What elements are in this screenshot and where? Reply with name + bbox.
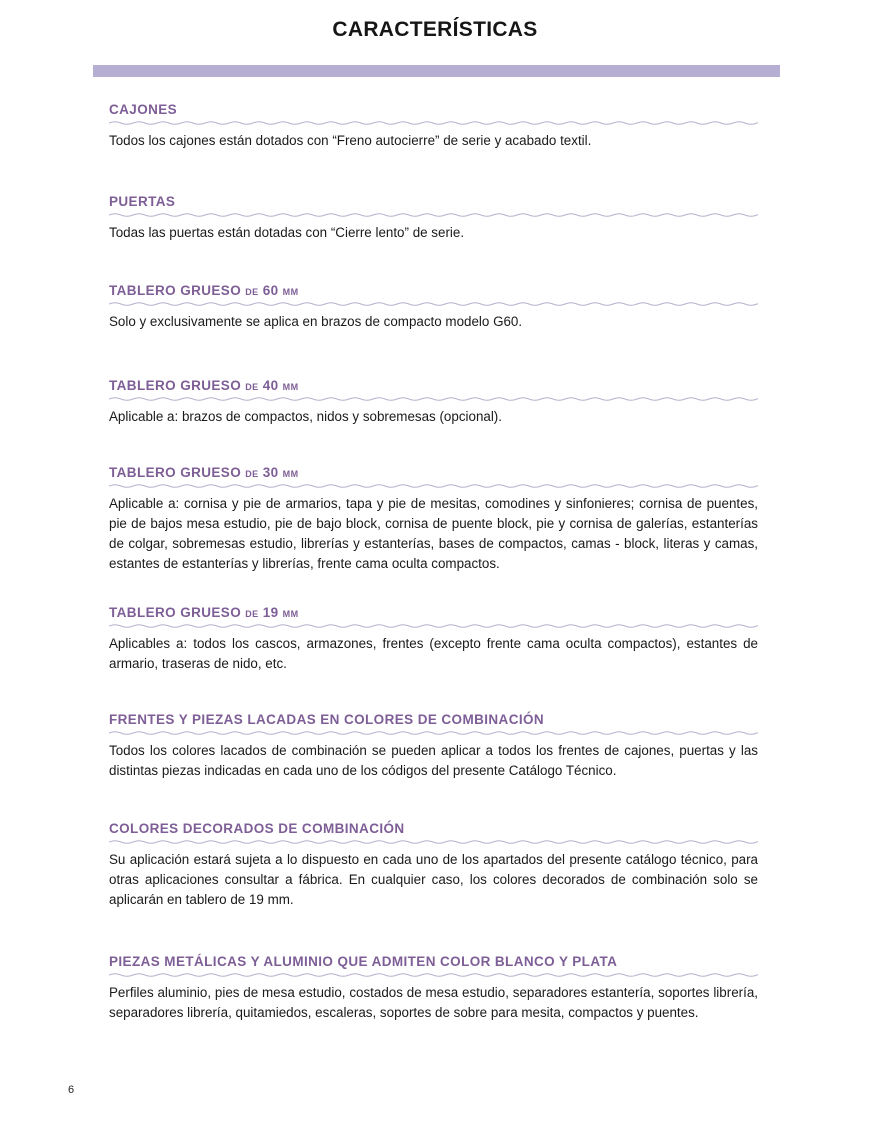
wavy-divider: [109, 211, 758, 219]
section-tablero-60: [109, 282, 758, 332]
section-cajones: [109, 101, 758, 151]
section-heading: TABLERO GRUESO de 40 mm: [109, 378, 299, 393]
section-body: Todos los cajones están dotados con “Freno autocierre” de serie y acabado textil.: [109, 133, 592, 148]
section-heading: TABLERO GRUESO de 19 mm: [109, 605, 299, 620]
page-title: CARACTERÍSTICAS: [332, 18, 538, 41]
wavy-divider: [109, 119, 758, 127]
section-heading: CAJONES: [109, 102, 178, 117]
wavy-divider: [109, 729, 758, 737]
section-body: Su aplicación estará sujeta a lo dispuesto en cada uno de los apartados del presente catálogo técnico, para otras aplicaciones consultar a fábrica. En cualquier caso, los colores decorados de combinación solo se aplicarán en tablero de 19 mm.: [109, 852, 758, 907]
section-piezas-metalicas: [109, 953, 758, 1023]
wave-line: [109, 732, 758, 735]
wave-line: [109, 625, 758, 628]
section-body: Aplicable a: cornisa y pie de armarios, tapa y pie de mesitas, comodines y sinfonieres; cornisa de puentes, pie de bajos mesa estudio, pie de bajo block, cornisa de puente block, pie y cornisa de galerías, estanterías de colgar, sobremesas estudio, librerías y estanterías, bases de compactos, camas - block, literas y camas, estantes de estanterías y librerías, frente cama oculta compactos.: [109, 496, 758, 571]
wave-line: [109, 974, 758, 977]
section-heading: PIEZAS METÁLICAS Y ALUMINIO QUE ADMITEN COLOR BLANCO Y PLATA: [109, 954, 618, 969]
title-accent-bar: [93, 65, 780, 77]
section-frentes-lacados: [109, 711, 758, 781]
wave-line: [109, 841, 758, 844]
wave-line: [109, 122, 758, 125]
section-heading: TABLERO GRUESO de 60 mm: [109, 283, 299, 298]
wavy-divider: [109, 622, 758, 630]
section-heading: TABLERO GRUESO de 30 mm: [109, 465, 299, 480]
wavy-divider: [109, 482, 758, 490]
section-body: Aplicable a: brazos de compactos, nidos y sobremesas (opcional).: [109, 409, 502, 424]
section-body: Solo y exclusivamente se aplica en brazos de compacto modelo G60.: [109, 314, 523, 329]
section-body: Todas las puertas están dotadas con “Cierre lento” de serie.: [109, 225, 465, 240]
wavy-divider: [109, 300, 758, 308]
section-tablero-19: [109, 604, 758, 674]
section-heading: PUERTAS: [109, 194, 176, 209]
section-body: Todos los colores lacados de combinación se pueden aplicar a todos los frentes de cajones, puertas y las distintas piezas indicadas en cada uno de los códigos del presente Catálogo Técnico.: [109, 743, 758, 778]
section-heading: COLORES DECORADOS DE COMBINACIÓN: [109, 821, 405, 836]
section-body: Aplicables a: todos los cascos, armazones, frentes (excepto frente cama oculta compactos), estantes de armario, traseras de nido, etc.: [109, 636, 758, 671]
wave-line: [109, 398, 758, 401]
section-tablero-30: [109, 464, 758, 574]
wavy-divider: [109, 838, 758, 846]
section-heading: FRENTES Y PIEZAS LACADAS EN COLORES DE COMBINACIÓN: [109, 712, 545, 727]
section-puertas: [109, 193, 758, 243]
wavy-divider: [109, 395, 758, 403]
wave-line: [109, 214, 758, 217]
section-tablero-40: [109, 377, 758, 427]
wave-line: [109, 485, 758, 488]
wave-line: [109, 303, 758, 306]
section-colores-decorados: [109, 820, 758, 910]
section-body: Perfiles aluminio, pies de mesa estudio, costados de mesa estudio, separadores estantería, soportes librería, separadores librería, quitamiedos, escaleras, soportes de sobre para mesita, compactos y puentes.: [109, 985, 758, 1020]
wavy-divider: [109, 971, 758, 979]
page-number: 6: [68, 1084, 75, 1096]
